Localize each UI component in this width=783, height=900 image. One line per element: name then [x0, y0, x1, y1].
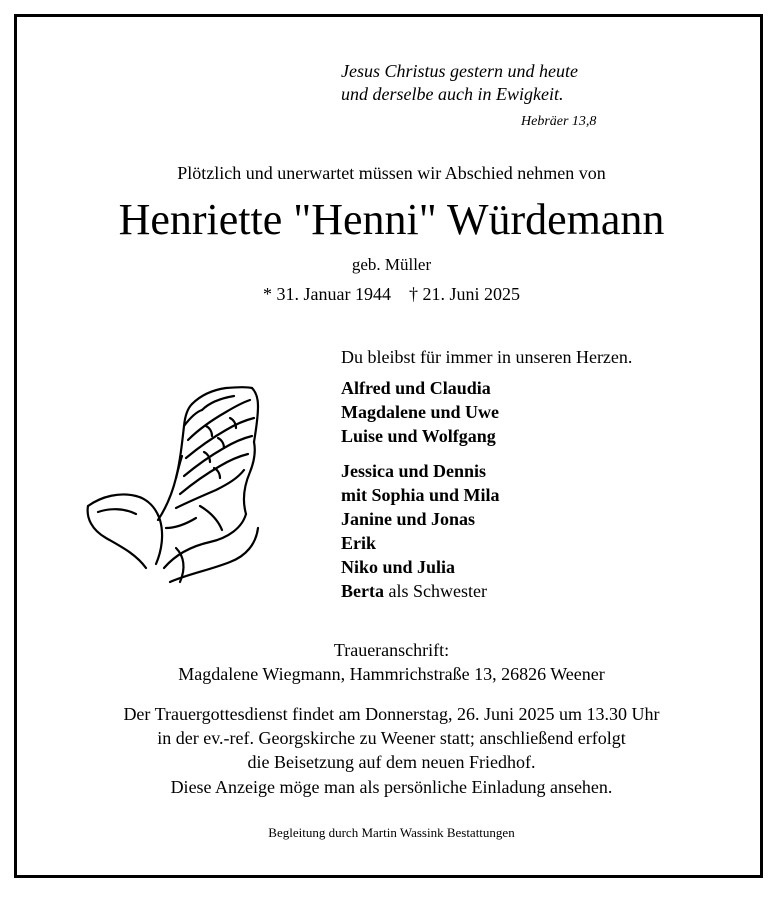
family-member: Magdalene und Uwe	[341, 402, 500, 422]
family-member: mit Sophia und Mila	[341, 485, 500, 505]
sibling-name: Berta	[341, 581, 384, 601]
undertaker-credit: Begleitung durch Martin Wassink Bestattungen	[268, 825, 515, 840]
verse-line-1: Jesus Christus gestern und heute	[341, 61, 578, 81]
intro-text: Plötzlich und unerwartet müssen wir Abschied nehmen von	[177, 163, 606, 183]
family-member: Luise und Wolfgang	[341, 426, 496, 446]
funeral-service-info	[0, 702, 783, 774]
invitation-note: Diese Anzeige möge man als persönliche Einladung ansehen.	[170, 777, 613, 797]
verse-line-2: und derselbe auch in Ewigkeit.	[341, 84, 564, 104]
family-group-1	[341, 376, 499, 448]
verse-reference: Hebräer 13,8	[521, 114, 597, 129]
service-line-3: die Beisetzung auf dem neuen Friedhof.	[247, 752, 536, 772]
family-member: Erik	[341, 533, 377, 553]
maiden-name: geb. Müller	[351, 255, 432, 274]
service-line-2: in der ev.-ref. Georgskirche zu Weener statt; anschließend erfolgt	[157, 728, 626, 748]
sibling-line	[341, 579, 500, 603]
death-date: † 21. Juni 2025	[408, 284, 520, 304]
life-dates	[0, 284, 783, 305]
bible-verse	[341, 60, 578, 106]
family-group-2	[341, 459, 500, 603]
mourners-intro: Du bleibst für immer in unseren Herzen.	[341, 347, 633, 367]
family-member: Niko und Julia	[341, 557, 456, 577]
family-member: Janine und Jonas	[341, 509, 476, 529]
address-label: Traueranschrift:	[333, 640, 450, 660]
deceased-name: Henriette "Henni" Würdemann	[118, 195, 665, 244]
family-member: Alfred und Claudia	[341, 378, 491, 398]
service-line-1: Der Trauergottesdienst findet am Donnerstag, 26. Juni 2025 um 13.30 Uhr	[123, 704, 660, 724]
praying-hands-icon	[80, 378, 270, 588]
family-member: Jessica und Dennis	[341, 461, 487, 481]
birth-date: * 31. Januar 1944	[263, 284, 391, 304]
sibling-relation: als Schwester	[383, 581, 487, 601]
mourning-address: Magdalene Wiegmann, Hammrichstraße 13, 26826 Weener	[178, 664, 605, 684]
